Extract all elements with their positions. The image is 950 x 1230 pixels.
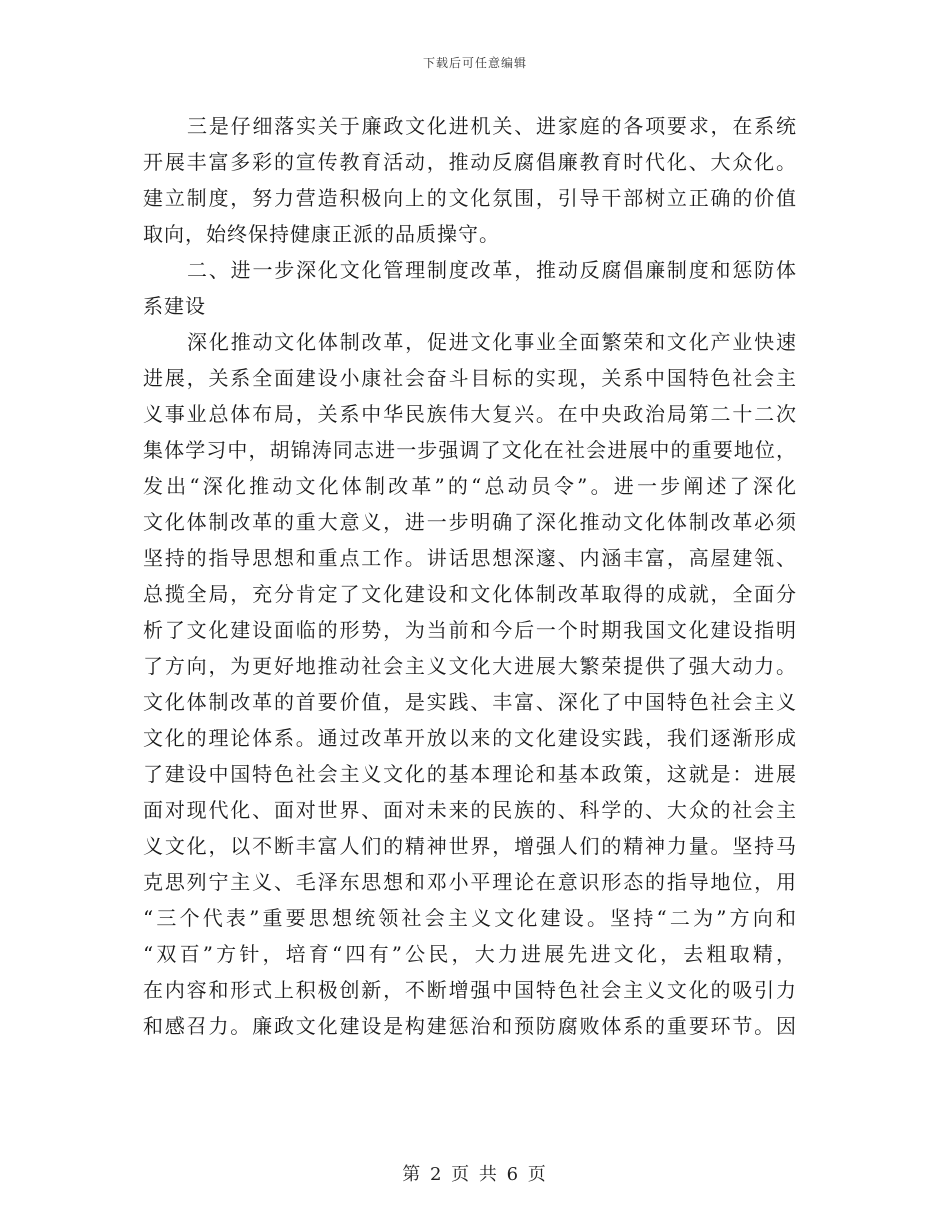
document-body	[143, 108, 797, 1044]
body-line: 集体学习中，胡锦涛同志进一步强调了文化在社会进展中的重要地位，	[143, 438, 797, 462]
body-line: 了建设中国特色社会主义文化的基本理论和基本政策，这就是：进展	[143, 762, 797, 786]
body-line: 文化体制改革的首要价值，是实践、丰富、深化了中国特色社会主义	[143, 690, 797, 714]
body-line: 文化的理论体系。通过改革开放以来的文化建设实践，我们逐渐形成	[143, 726, 797, 750]
body-line: 建立制度，努力营造积极向上的文化氛围，引导干部树立正确的价值	[143, 186, 797, 210]
body-line: 面对现代化、面对世界、面对未来的民族的、科学的、大众的社会主	[143, 798, 797, 822]
page-header: 下载后可任意编辑	[422, 56, 527, 70]
body-line: 发出“深化推动文化体制改革”的“总动员令”。进一步阐述了深化	[143, 474, 797, 498]
body-line: 取向，始终保持健康正派的品质操守。	[143, 222, 500, 246]
body-line: 和感召力。廉政文化建设是构建惩治和预防腐败体系的重要环节。因	[143, 1014, 797, 1038]
body-line: 义文化，以不断丰富人们的精神世界，增强人们的精神力量。坚持马	[143, 834, 797, 858]
body-line: “双百”方针，培育“四有”公民，大力进展先进文化，去粗取精，	[143, 942, 797, 966]
page-number-footer: 第 2 页 共 6 页	[402, 1164, 548, 1185]
body-line: 进展，关系全面建设小康社会奋斗目标的实现，关系中国特色社会主	[143, 366, 797, 390]
body-line: 在内容和形式上积极创新，不断增强中国特色社会主义文化的吸引力	[143, 978, 797, 1002]
body-line: 了方向，为更好地推动社会主义文化大进展大繁荣提供了强大动力。	[143, 654, 797, 678]
body-line: 义事业总体布局，关系中华民族伟大复兴。在中央政治局第二十二次	[143, 402, 797, 426]
body-line: “三个代表”重要思想统领社会主义文化建设。坚持“二为”方向和	[143, 906, 797, 930]
body-line: 文化体制改革的重大意义，进一步明确了深化推动文化体制改革必须	[143, 510, 797, 534]
section-heading-line: 二、进一步深化文化管理制度改革，推动反腐倡廉制度和惩防体	[187, 258, 797, 282]
body-line: 析了文化建设面临的形势，为当前和今后一个时期我国文化建设指明	[143, 618, 797, 642]
body-line: 三是仔细落实关于廉政文化进机关、进家庭的各项要求，在系统	[187, 114, 797, 138]
body-line: 深化推动文化体制改革，促进文化事业全面繁荣和文化产业快速	[187, 330, 797, 354]
body-line: 总揽全局，充分肯定了文化建设和文化体制改革取得的成就，全面分	[143, 582, 797, 606]
body-line: 坚持的指导思想和重点工作。讲话思想深邃、内涵丰富，高屋建瓴、	[143, 546, 797, 570]
body-line: 开展丰富多彩的宣传教育活动，推动反腐倡廉教育时代化、大众化。	[143, 150, 797, 174]
section-heading-line: 系建设	[143, 294, 206, 318]
body-line: 克思列宁主义、毛泽东思想和邓小平理论在意识形态的指导地位，用	[143, 870, 797, 894]
